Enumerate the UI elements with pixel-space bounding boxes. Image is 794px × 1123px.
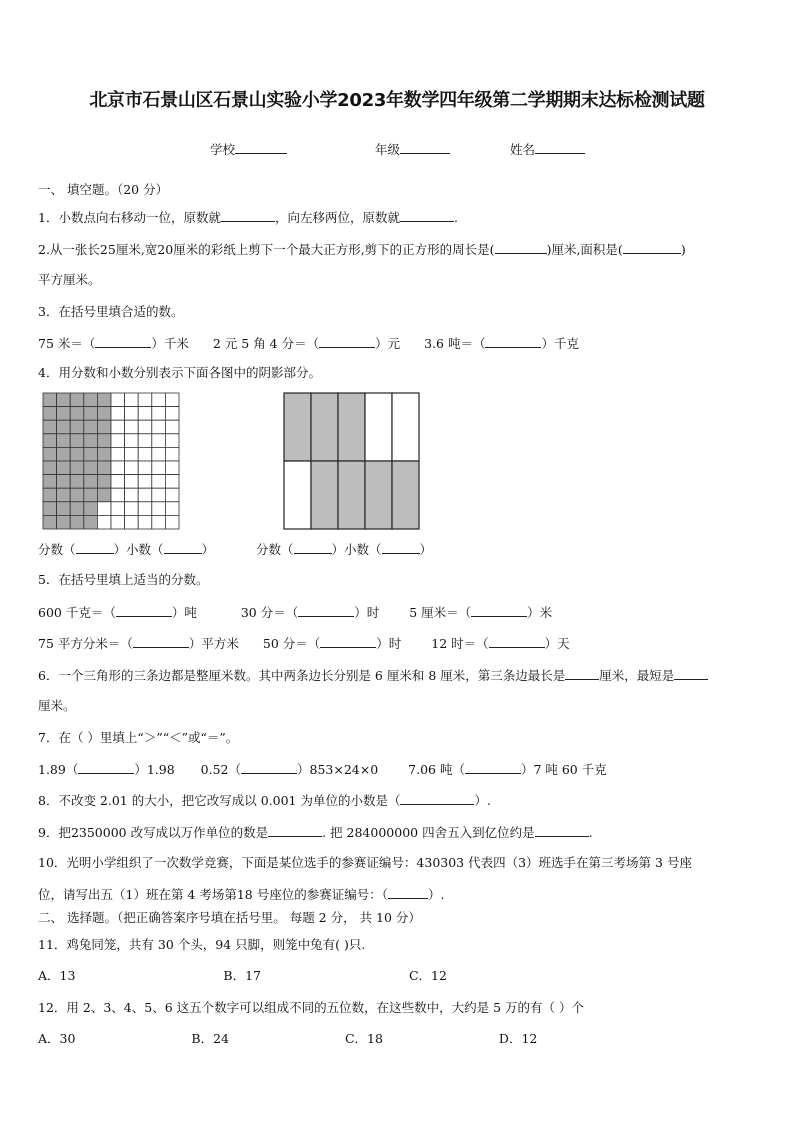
grid-cell-shaded xyxy=(57,502,71,516)
section-2-heading: 二、 选择题。（把正确答案序号填在括号里。 每题 2 分， 共 10 分） xyxy=(38,910,421,925)
grid-cell-shaded xyxy=(43,515,57,529)
grade-label: 年级 xyxy=(374,142,400,157)
grid-cell-shaded xyxy=(70,420,84,434)
grid-cell-shaded xyxy=(70,461,84,475)
grid-cell xyxy=(111,434,125,448)
name-label: 姓名 xyxy=(509,142,535,157)
grid-cell-shaded xyxy=(70,515,84,529)
grid-cell xyxy=(152,393,166,407)
grid-cell-shaded xyxy=(43,407,57,421)
grid-cell xyxy=(152,461,166,475)
question-3: 3．在括号里填合适的数。 xyxy=(38,304,184,319)
q5-blank[interactable] xyxy=(298,604,354,617)
strip xyxy=(392,393,419,461)
q3-blank-2[interactable] xyxy=(319,335,375,348)
grid-cell-shaded xyxy=(43,488,57,502)
question-5-row-1: 600 千克＝（ ）吨 30 分＝（ ）时 5 厘米＝（ ）米 xyxy=(38,605,553,620)
grid-cell-shaded xyxy=(57,461,71,475)
hundred-grid-figure xyxy=(42,392,182,532)
strip-shaded xyxy=(311,461,338,529)
q10-blank[interactable] xyxy=(388,886,428,899)
grid-cell-shaded xyxy=(97,434,111,448)
grid-cell xyxy=(111,488,125,502)
strip-shaded xyxy=(338,393,365,461)
strip-shaded xyxy=(392,461,419,529)
grid-cell-shaded xyxy=(43,502,57,516)
grid-cell-shaded xyxy=(57,515,71,529)
grid-cell xyxy=(152,407,166,421)
q5-blank[interactable] xyxy=(133,635,189,648)
grid-cell xyxy=(138,515,152,529)
grid-cell-shaded xyxy=(57,447,71,461)
grid-cell xyxy=(125,515,139,529)
q7-blank-3[interactable] xyxy=(465,761,521,774)
grid-cell-shaded xyxy=(43,420,57,434)
grid-cell xyxy=(125,447,139,461)
question-12: 12．用 2、3、4、5、6 这五个数字可以组成不同的五位数，在这些数中，大约是 5 万的有（ ）个 xyxy=(38,1000,584,1015)
grid-cell-shaded xyxy=(57,475,71,489)
q1-blank-1[interactable] xyxy=(221,209,275,222)
school-label: 学校 xyxy=(210,142,236,157)
option-b[interactable]: B．17 xyxy=(223,968,261,983)
question-11: 11．鸡兔同笼，共有 30 个头，94 只脚，则笼中兔有( )只. xyxy=(38,937,366,952)
grid-cell-shaded xyxy=(97,461,111,475)
grid-cell xyxy=(152,420,166,434)
grid-cell-shaded xyxy=(97,420,111,434)
q5-blank[interactable] xyxy=(489,635,545,648)
grid-cell-shaded xyxy=(84,393,98,407)
grid-cell xyxy=(125,420,139,434)
grid-cell xyxy=(97,515,111,529)
grid-cell-shaded xyxy=(84,420,98,434)
grid-cell xyxy=(165,461,179,475)
option-c[interactable]: C．18 xyxy=(344,1031,383,1046)
question-11-options xyxy=(38,968,758,984)
strip-rectangle-figure xyxy=(283,392,423,532)
q7-blank-2[interactable] xyxy=(241,761,297,774)
q9-blank-1[interactable] xyxy=(268,824,322,837)
grid-cell xyxy=(111,420,125,434)
question-10-cont: 位，请写出五（1）班在第 4 考场第18 号座位的参赛证编号：（ ）. xyxy=(38,887,445,902)
grid-cell-shaded xyxy=(97,475,111,489)
grid-cell xyxy=(165,420,179,434)
option-b[interactable]: B．24 xyxy=(191,1031,229,1046)
question-6-cont: 厘米。 xyxy=(38,698,76,713)
grid-cell xyxy=(111,407,125,421)
grid-cell xyxy=(111,475,125,489)
grid-cell-shaded xyxy=(84,488,98,502)
grid-cell xyxy=(165,393,179,407)
grid-cell-shaded xyxy=(57,434,71,448)
grid-cell-shaded xyxy=(57,393,71,407)
grade-field[interactable] xyxy=(400,141,450,154)
grid-cell-shaded xyxy=(57,407,71,421)
grid-cell xyxy=(152,434,166,448)
q2-blank-2[interactable] xyxy=(623,241,681,254)
grid-cell-shaded xyxy=(84,475,98,489)
grid-cell-shaded xyxy=(84,515,98,529)
grid-cell xyxy=(165,502,179,516)
strip-shaded xyxy=(311,393,338,461)
grid-cell xyxy=(138,407,152,421)
question-2: 2.从一张长25厘米,宽20厘米的彩纸上剪下一个最大正方形,剪下的正方形的周长是( )厘米,面积是( ) xyxy=(38,242,686,257)
grid-cell-shaded xyxy=(84,502,98,516)
grid-cell xyxy=(125,393,139,407)
q4-decimal-2[interactable] xyxy=(382,541,420,554)
q1-blank-2[interactable] xyxy=(400,209,454,222)
q3-blank-1[interactable] xyxy=(95,335,151,348)
grid-cell-shaded xyxy=(43,461,57,475)
q5-blank[interactable] xyxy=(116,604,172,617)
question-7: 7．在（ ）里填上“＞”“＜”或“＝”。 xyxy=(38,730,239,745)
strip xyxy=(284,461,311,529)
q4-fraction-1[interactable] xyxy=(76,541,114,554)
section-1-heading: 一、 填空题。（20 分） xyxy=(38,182,169,197)
q4-decimal-1[interactable] xyxy=(164,541,202,554)
q2-blank-1[interactable] xyxy=(495,241,547,254)
grid-cell xyxy=(138,434,152,448)
strip-shaded xyxy=(338,461,365,529)
grid-cell xyxy=(152,502,166,516)
strip xyxy=(365,393,392,461)
question-4-answers: 分数（ ）小数（ ） 分数（ ）小数（ ） xyxy=(38,542,433,557)
grid-cell xyxy=(138,488,152,502)
question-3-items: 75 米＝（ ）千米 2 元 5 角 4 分＝（ ）元 3.6 吨＝（ ）千克 xyxy=(38,336,579,351)
question-9: 9．把2350000 改写成以万作单位的数是 . 把 284000000 四舍五入到亿位约是 . xyxy=(38,825,593,840)
q4-fraction-2[interactable] xyxy=(294,541,332,554)
grid-cell-shaded xyxy=(57,420,71,434)
grid-cell-shaded xyxy=(97,488,111,502)
page-title: 北京市石景山区石景山实验小学2023年数学四年级第二学期期末达标检测试题 xyxy=(89,90,705,111)
student-info xyxy=(210,141,758,158)
grid-cell xyxy=(125,488,139,502)
grid-cell-shaded xyxy=(97,407,111,421)
grid-cell-shaded xyxy=(70,393,84,407)
grid-cell xyxy=(111,461,125,475)
grid-cell xyxy=(165,515,179,529)
grid-cell-shaded xyxy=(70,488,84,502)
q8-blank[interactable] xyxy=(400,792,474,805)
question-5-row-2: 75 平方分米＝（ ）平方米 50 分＝（ ）时 12 时＝（ ）天 xyxy=(38,636,570,651)
grid-cell xyxy=(165,434,179,448)
grid-cell-shaded xyxy=(84,434,98,448)
grid-cell xyxy=(165,475,179,489)
question-10: 10．光明小学组织了一次数学竞赛，下面是某位选手的参赛证编号：430303 代表四（3）班选手在第三考场第 3 号座 xyxy=(38,855,692,870)
grid-cell xyxy=(138,461,152,475)
question-6: 6．一个三角形的三条边都是整厘米数。其中两条边长分别是 6 厘米和 8 厘米，第三条边最长是 厘米，最短是 xyxy=(38,667,758,684)
grid-cell xyxy=(125,475,139,489)
school-field[interactable] xyxy=(235,141,287,154)
grid-cell-shaded xyxy=(70,502,84,516)
option-a[interactable]: A．13 xyxy=(38,968,76,983)
grid-cell-shaded xyxy=(43,475,57,489)
q3-blank-3[interactable] xyxy=(485,335,541,348)
grid-cell xyxy=(125,461,139,475)
grid-cell-shaded xyxy=(43,447,57,461)
question-4: 4．用分数和小数分别表示下面各图中的阴影部分。 xyxy=(38,365,321,380)
grid-cell xyxy=(152,488,166,502)
grid-cell xyxy=(165,447,179,461)
grid-cell-shaded xyxy=(57,488,71,502)
question-2-cont: 平方厘米。 xyxy=(38,272,101,287)
q6-blank-2[interactable] xyxy=(674,667,708,680)
grid-cell-shaded xyxy=(97,393,111,407)
grid-cell xyxy=(111,515,125,529)
grid-cell xyxy=(138,420,152,434)
option-c[interactable]: C．12 xyxy=(408,968,447,983)
grid-cell-shaded xyxy=(97,447,111,461)
strip-shaded xyxy=(365,461,392,529)
q9-blank-2[interactable] xyxy=(535,824,589,837)
grid-cell xyxy=(165,407,179,421)
grid-cell xyxy=(97,502,111,516)
grid-cell-shaded xyxy=(70,475,84,489)
grid-cell xyxy=(165,488,179,502)
option-d[interactable]: D．12 xyxy=(498,1031,538,1046)
grid-cell xyxy=(125,502,139,516)
grid-cell xyxy=(111,502,125,516)
grid-cell-shaded xyxy=(70,447,84,461)
grid-cell xyxy=(138,502,152,516)
strip-shaded xyxy=(284,393,311,461)
name-field[interactable] xyxy=(535,141,585,154)
q5-blank[interactable] xyxy=(320,635,376,648)
grid-cell xyxy=(125,407,139,421)
question-5: 5．在括号里填上适当的分数。 xyxy=(38,572,209,587)
q6-blank-1[interactable] xyxy=(565,667,599,680)
q5-blank[interactable] xyxy=(471,604,527,617)
grid-cell-shaded xyxy=(43,434,57,448)
grid-cell xyxy=(138,393,152,407)
option-a[interactable]: A．30 xyxy=(38,1031,76,1046)
grid-cell-shaded xyxy=(84,447,98,461)
grid-cell xyxy=(125,434,139,448)
grid-cell xyxy=(152,475,166,489)
grid-cell-shaded xyxy=(70,407,84,421)
q7-blank-1[interactable] xyxy=(78,761,134,774)
grid-cell xyxy=(138,447,152,461)
grid-cell xyxy=(138,475,152,489)
grid-cell-shaded xyxy=(84,407,98,421)
grid-cell-shaded xyxy=(43,393,57,407)
question-12-options xyxy=(38,1031,758,1047)
grid-cell xyxy=(111,447,125,461)
question-1: 1．小数点向右移动一位，原数就 ，向左移两位，原数就 . xyxy=(38,210,458,225)
grid-cell xyxy=(111,393,125,407)
question-8: 8．不改变 2.01 的大小，把它改写成以 0.001 为单位的小数是（ ）. xyxy=(38,793,491,808)
grid-cell-shaded xyxy=(70,434,84,448)
grid-cell-shaded xyxy=(84,461,98,475)
grid-cell xyxy=(152,515,166,529)
grid-cell xyxy=(152,447,166,461)
question-7-items: 1.89（ ）1.98 0.52（ ）853×24×0 7.06 吨（ ）7 吨 60 千克 xyxy=(38,762,607,777)
